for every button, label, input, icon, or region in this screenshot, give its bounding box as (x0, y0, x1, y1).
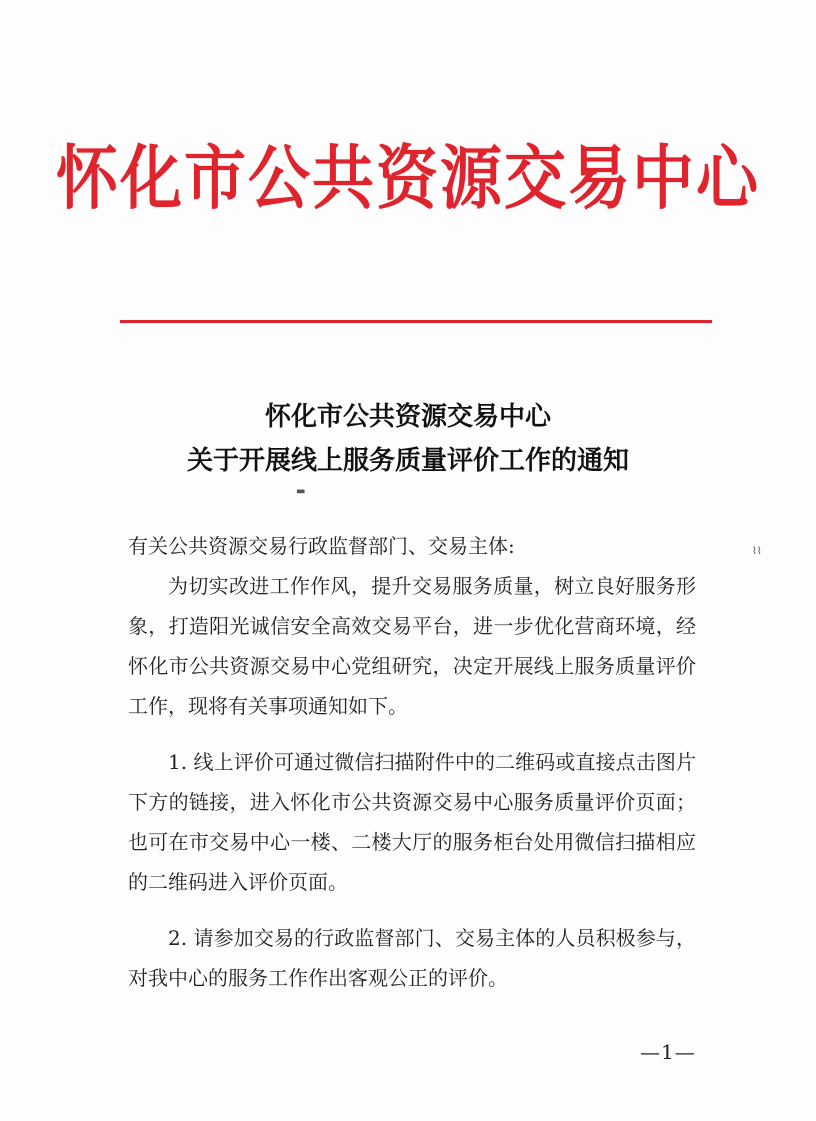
scan-speck: ▬ (296, 486, 306, 497)
paragraph-item-1: 1. 线上评价可通过微信扫描附件中的二维码或直接点击图片下方的链接，进入怀化市公共资源交易中心服务质量评价页面；也可在市交易中心一楼、二楼大厅的服务柜台处用微信扫描相应的二维码进入评价页面。 (128, 750, 696, 894)
red-divider-line (120, 320, 712, 323)
paragraph-item-2: 2. 请参加交易的行政监督部门、交易主体的人员积极参与，对我中心的服务工作作出客观公正的评价。 (128, 926, 696, 990)
paragraph-intro: 为切实改进工作作风，提升交易服务质量，树立良好服务形象，打造阳光诚信安全高效交易平台，进一步优化营商环境，经怀化市公共资源交易中心党组研究，决定开展线上服务质量评价工作，现将有关事项通知如下。 (128, 574, 696, 718)
salutation: 有关公共资源交易行政监督部门、交易主体: (128, 534, 515, 558)
red-letterhead: 怀化市公共资源交易中心 (55, 136, 760, 219)
page-number: —1— (640, 1040, 696, 1064)
notice-title-line-2: 关于开展线上服务质量评价工作的通知 (186, 446, 629, 476)
notice-title-line-1: 怀化市公共资源交易中心 (264, 402, 551, 432)
scan-speck: ⌇⌇ (752, 546, 762, 557)
